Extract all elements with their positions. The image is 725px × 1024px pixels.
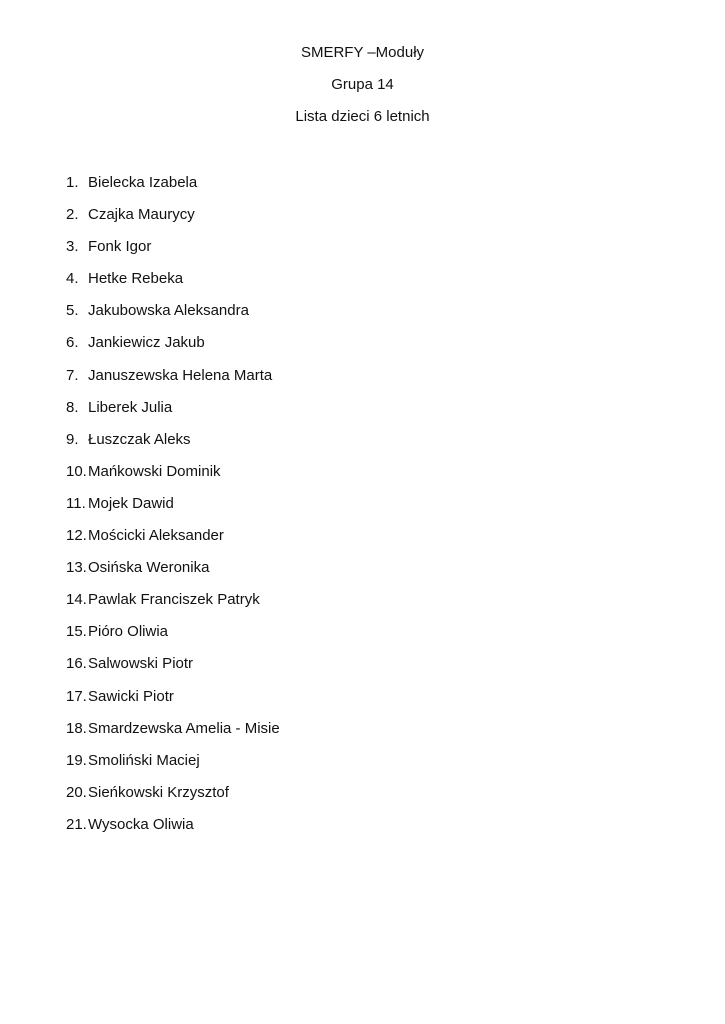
list-item-name: Osińska Weronika [88,559,210,577]
list-item [66,653,626,685]
list-item-number: 9. [66,430,79,448]
document-header [0,42,725,138]
list-item [66,557,626,589]
list-item [66,365,626,397]
list-item [66,236,626,268]
list-item-number: 1. [66,174,79,191]
list-item-number: 3. [66,238,79,256]
list-item [66,461,626,493]
list-item-number: 16. [66,655,87,673]
list-item [66,782,626,814]
list-item-number: 7. [66,366,79,384]
list-item-name: Smoliński Maciej [88,751,200,769]
list-item [66,300,626,332]
list-item-number: 20. [66,783,87,801]
list-item [66,525,626,557]
list-item [66,493,626,525]
group-label: Grupa 14 [331,76,394,93]
list-item-name: Mościcki Aleksander [88,527,224,545]
list-item-name: Jakubowska Aleksandra [88,302,249,320]
list-item-number: 14. [66,591,87,609]
list-item-number: 10. [66,462,87,480]
list-item-number: 5. [66,302,79,320]
list-item [66,268,626,300]
list-item [66,332,626,364]
list-item-number: 12. [66,527,87,545]
list-item-name: Mańkowski Dominik [88,462,221,480]
list-item-number: 11. [66,494,86,512]
list-item-name: Wysocka Oliwia [88,815,194,833]
list-item-number: 2. [66,206,79,224]
list-item-name: Salwowski Piotr [88,655,194,673]
list-item-name: Januszewska Helena Marta [88,366,273,384]
list-item-name: Liberek Julia [88,398,173,416]
list-item [66,750,626,782]
list-item [66,814,626,846]
list-item-number: 8. [66,398,79,416]
list-item-name: Bielecka Izabela [88,174,198,191]
list-item [66,397,626,429]
list-item [66,589,626,621]
list-item [66,172,626,204]
list-item-number: 17. [66,687,87,705]
list-item-name: Hetke Rebeka [88,270,184,288]
list-item [66,686,626,718]
list-item [66,429,626,461]
list-item [66,621,626,653]
list-item-name: Sawicki Piotr [88,687,174,705]
list-item-number: 13. [66,559,87,577]
list-item-name: Jankiewicz Jakub [88,334,205,352]
list-item-number: 6. [66,334,79,352]
list-item-name: Sieńkowski Krzysztof [88,783,229,801]
list-item-number: 18. [66,719,87,737]
list-item-number: 19. [66,751,87,769]
list-item-name: Pawlak Franciszek Patryk [88,591,260,609]
list-item [66,718,626,750]
document-title: SMERFY –Moduły [300,44,425,61]
list-subtitle: Lista dzieci 6 letnich [295,108,430,125]
list-item-number: 21. [66,815,87,833]
list-item-name: Fonk Igor [88,238,152,256]
list-item-name: Pióro Oliwia [88,623,169,641]
list-item-number: 4. [66,270,79,288]
list-item [66,204,626,236]
list-item-name: Łuszczak Aleks [88,430,191,448]
children-list [66,172,626,846]
list-item-number: 15. [66,623,87,641]
list-item-name: Czajka Maurycy [88,206,195,224]
list-item-name: Mojek Dawid [88,494,174,512]
list-item-name: Smardzewska Amelia - Misie [88,719,280,737]
